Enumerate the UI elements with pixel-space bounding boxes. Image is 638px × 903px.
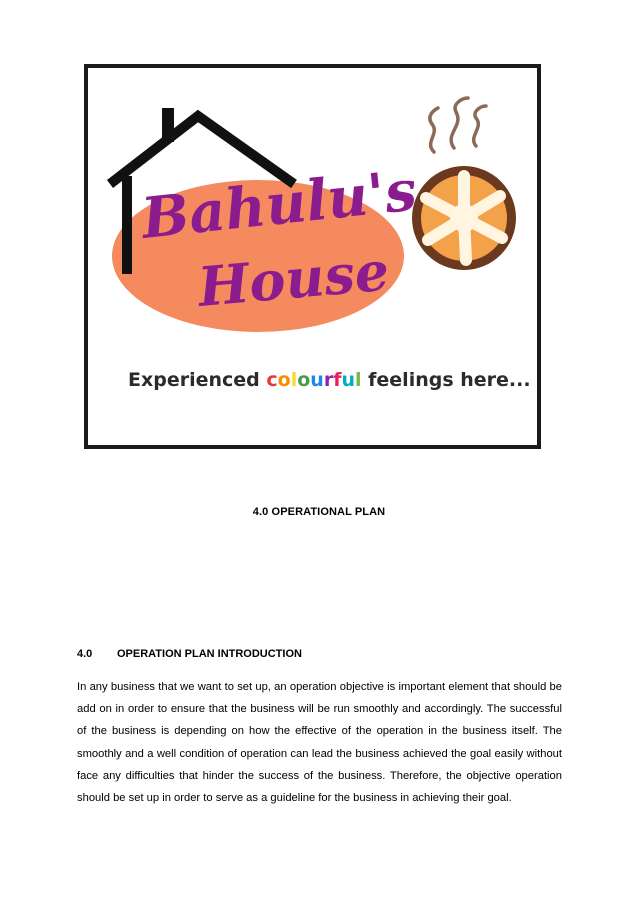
tagline-colour-letter: u <box>341 369 356 391</box>
tagline-colour-letter: r <box>323 369 334 391</box>
logo-name-line1: Bahulu's <box>138 157 420 252</box>
tagline-colour-letter: c <box>266 369 278 391</box>
bahulus-house-logo <box>88 68 537 445</box>
tagline-colour-letter: o <box>277 369 291 391</box>
logo-name-line2: House <box>195 238 392 319</box>
tagline-start: Experienced <box>128 369 267 391</box>
intro-heading <box>77 648 302 660</box>
logo-tagline <box>128 369 531 391</box>
tagline-colour-letter: u <box>310 369 324 391</box>
tagline-colour-letter: o <box>297 369 311 391</box>
tagline-colour-letter: f <box>333 369 342 391</box>
tagline-colour-letter: l <box>355 369 362 391</box>
bahulu-cake-icon <box>412 166 516 270</box>
steam-icon <box>430 98 486 152</box>
intro-heading-text: OPERATION PLAN INTRODUCTION <box>117 648 302 660</box>
logo-frame <box>84 64 541 449</box>
intro-section-number: 4.0 <box>77 648 93 660</box>
tagline-colour-letter: l <box>290 369 298 391</box>
section-title: 4.0 OPERATIONAL PLAN <box>252 506 386 518</box>
tagline-end: feelings here... <box>361 369 531 391</box>
intro-paragraph: In any business that we want to set up, an operation objective is important element that should be add on in order to ensure that the business will be run smoothly and accordingly. The successful of the business is depending on how the effective of the operation in the business itself. The smoothly and a well condition of operation can lead the business achieved the goal easily without face any difficulties that hinder the success of the business. Therefore, the objective operation should be set up in order to serve as a guideline for the business in achieving their goal. <box>77 681 562 805</box>
